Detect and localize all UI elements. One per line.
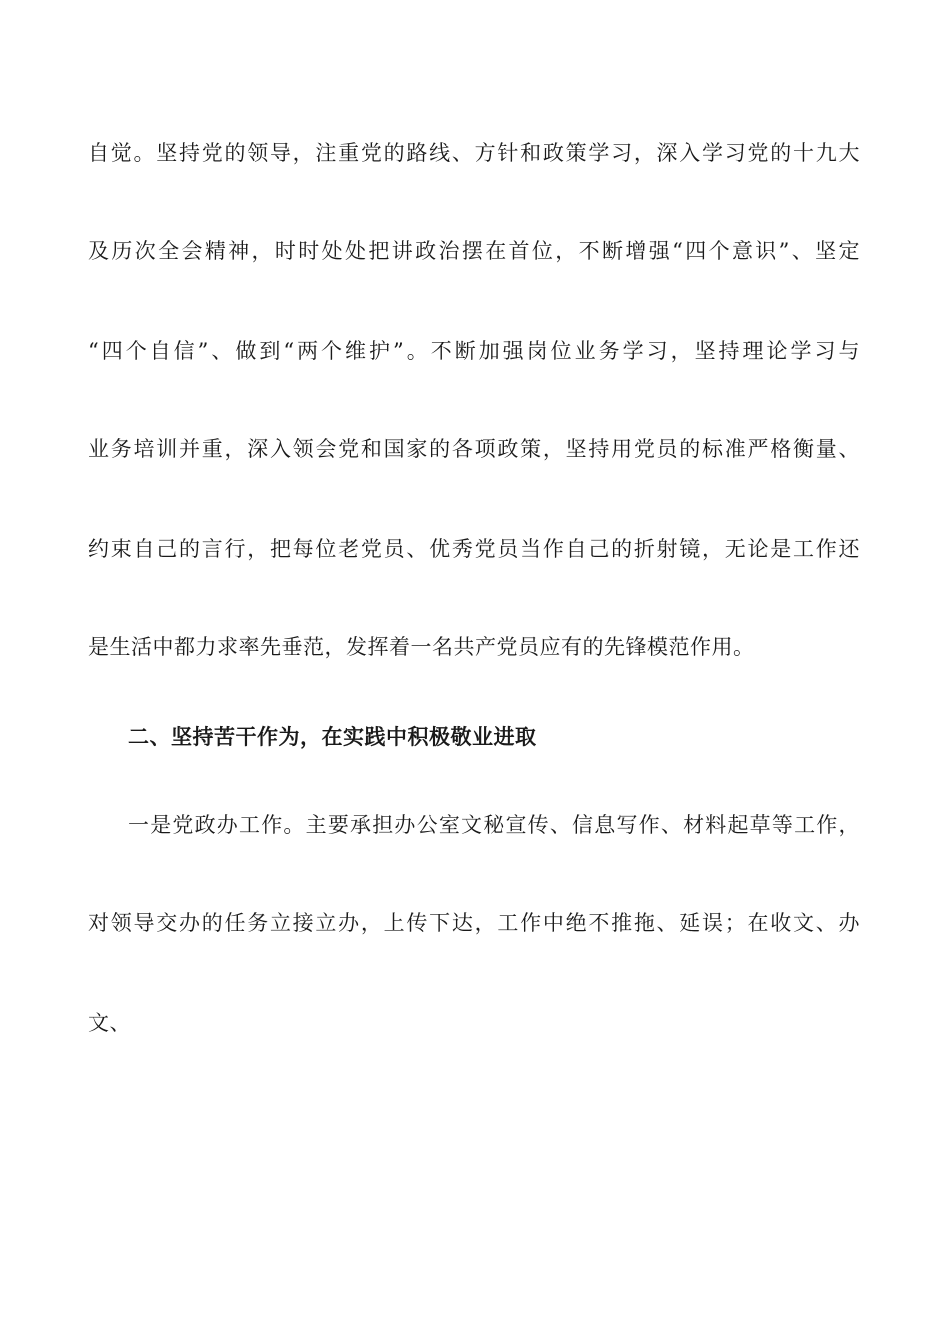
paragraph-line: 自觉。坚持党的领导，注重党的路线、方针和政策学习，深入学习党的十九大 [88,141,860,165]
paragraph-line: 业务培训并重，深入领会党和国家的各项政策，坚持用党员的标准严格衡量、 [88,437,860,461]
paragraph-line: 对领导交办的任务立接立办，上传下达，工作中绝不推拖、延误；在收文、办 [88,911,860,935]
section-heading: 二、坚持苦干作为，在实践中积极敬业进取 [128,724,537,749]
paragraph-line: “四个自信”、做到“两个维护”。不断加强岗位业务学习，坚持理论学习与 [88,339,860,363]
paragraph-line: 约束自己的言行，把每位老党员、优秀党员当作自己的折射镜，无论是工作还 [88,537,860,561]
paragraph-line: 文、 [88,1011,131,1035]
paragraph-line: 及历次全会精神，时时处处把讲政治摆在首位，不断增强“四个意识”、坚定 [88,239,860,263]
paragraph-line: 一是党政办工作。主要承担办公室文秘宣传、信息写作、材料起草等工作， [128,813,860,837]
paragraph-line: 是生活中都力求率先垂范，发挥着一名共产党员应有的先锋模范作用。 [88,635,755,659]
